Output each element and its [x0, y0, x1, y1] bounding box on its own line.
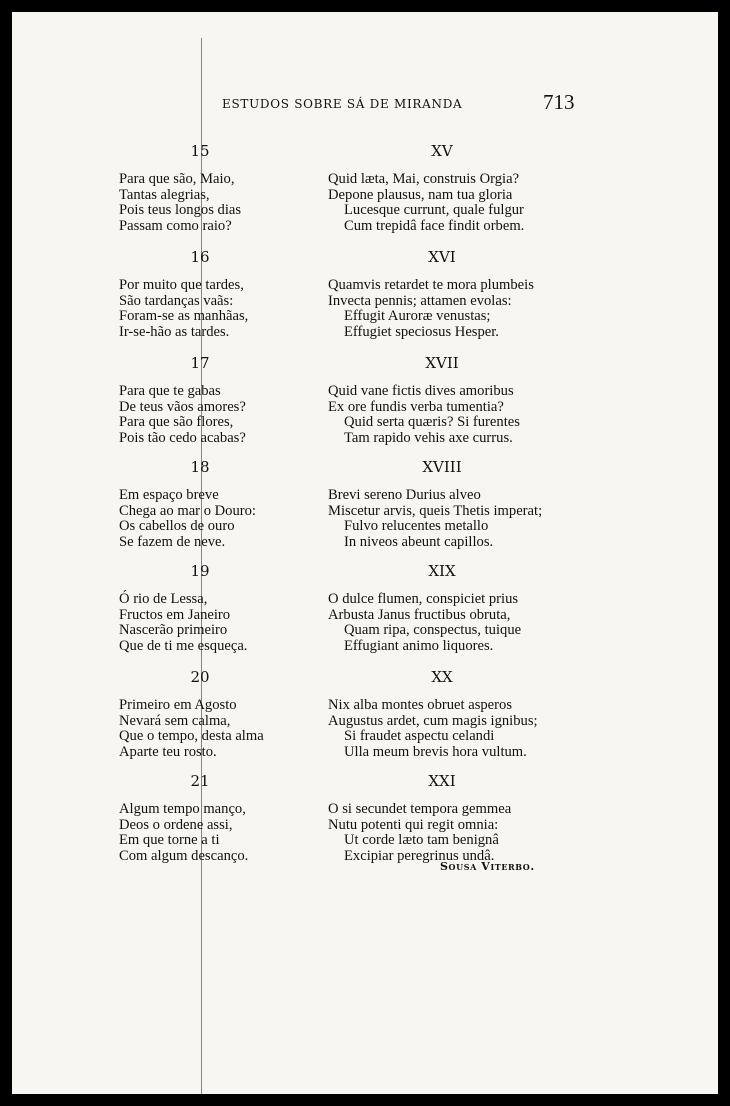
- verse-line: Foram-se as manhãas,: [119, 308, 249, 324]
- latin-stanza-number: XIX: [428, 562, 456, 580]
- verse-line: Pois teus longos dias: [119, 202, 242, 218]
- verse-line: Cum trepidâ face findit orbem.: [344, 217, 525, 234]
- verse-line: Tam rapido vehis axe currus.: [344, 429, 513, 446]
- verse-line: Os cabellos de ouro: [119, 518, 235, 534]
- verse-line: Augustus ardet, cum magis ignibus;: [328, 712, 538, 729]
- portuguese-stanza: [119, 488, 256, 550]
- verse-line: Fructos em Janeiro: [119, 606, 231, 623]
- portuguese-stanza: [119, 592, 247, 654]
- verse-line: Ut corde læto tam benignâ: [344, 832, 499, 848]
- portuguese-stanza-number: 20: [190, 668, 210, 686]
- verse-line: Pois tão cedo acabas?: [119, 429, 246, 446]
- verse-line: De teus vãos amores?: [119, 398, 246, 415]
- portuguese-stanza-number: 21: [190, 772, 210, 790]
- verse-line: Em espaço breve: [119, 487, 219, 503]
- verse-line: Nascerão primeiro: [119, 622, 228, 638]
- latin-stanza: [328, 384, 520, 446]
- portuguese-stanza: [119, 278, 248, 340]
- latin-stanza-number: XV: [431, 142, 453, 160]
- verse-line: Aparte teu rosto.: [119, 743, 217, 760]
- portuguese-stanza-number: 19: [190, 562, 210, 580]
- portuguese-stanza-number: 16: [190, 248, 210, 266]
- latin-stanza: [328, 802, 511, 864]
- verse-line: Ir-se-hão as tardes.: [119, 323, 230, 340]
- verse-line: Nevará sem calma,: [119, 712, 231, 729]
- verse-line: Para que são flores,: [119, 414, 234, 430]
- latin-stanza: [328, 488, 542, 550]
- latin-stanza-number: XXI: [428, 772, 456, 790]
- verse-line: Miscetur arvis, queis Thetis imperat;: [328, 502, 543, 519]
- verse-line: Invecta pennis; attamen evolas:: [328, 292, 512, 309]
- verse-line: Quam ripa, conspectus, tuique: [344, 622, 522, 638]
- verse-line: Tantas alegrias,: [119, 186, 210, 203]
- verse-line: Com algum descanço.: [119, 847, 249, 864]
- verse-line: Nix alba montes obruet asperos: [328, 697, 512, 713]
- verse-line: Excipiar peregrinus undâ.: [344, 847, 495, 864]
- verse-line: Ex ore fundis verba tumentia?: [328, 398, 504, 415]
- latin-stanza: [328, 592, 521, 654]
- running-title: ESTUDOS SOBRE SÁ DE MIRANDA: [222, 97, 463, 111]
- verse-line: Por muito que tardes,: [119, 277, 244, 293]
- verse-line: Ulla meum brevis hora vultum.: [344, 743, 527, 760]
- book-page: [12, 12, 718, 1094]
- verse-line: Que o tempo, desta alma: [119, 728, 264, 744]
- verse-line: Depone plausus, nam tua gloria: [328, 186, 513, 203]
- verse-line: Effugiet speciosus Hesper.: [344, 323, 499, 340]
- verse-line: Deos o ordene assi,: [119, 816, 233, 833]
- latin-stanza-number: XVI: [428, 248, 456, 266]
- verse-line: Brevi sereno Durius alveo: [328, 487, 481, 503]
- verse-line: In niveos abeunt capillos.: [344, 533, 494, 550]
- verse-line: O dulce flumen, conspiciet prius: [328, 591, 519, 607]
- verse-line: Quid serta quæris? Si furentes: [344, 414, 520, 430]
- latin-stanza: [328, 698, 538, 760]
- verse-line: Effugit Auroræ venustas;: [344, 308, 491, 324]
- author-signature: Sousa Viterbo.: [440, 860, 535, 873]
- verse-line: Effugiant animo liquores.: [344, 637, 494, 654]
- latin-stanza: [328, 172, 524, 234]
- verse-line: Se fazem de neve.: [119, 533, 226, 550]
- verse-line: Si fraudet aspectu celandi: [344, 728, 495, 744]
- verse-line: Quid læta, Mai, construis Orgia?: [328, 171, 520, 187]
- portuguese-stanza: [119, 698, 264, 760]
- portuguese-stanza: [119, 172, 241, 234]
- verse-line: Quid vane fictis dives amoribus: [328, 383, 514, 399]
- verse-line: Em que torne a ti: [119, 832, 220, 848]
- verse-line: Nutu potenti qui regit omnia:: [328, 816, 499, 833]
- verse-line: São tardanças vaãs:: [119, 292, 234, 309]
- verse-line: Quamvis retardet te mora plumbeis: [328, 277, 534, 293]
- verse-line: Passam como raio?: [119, 217, 232, 234]
- verse-line: Chega ao mar o Douro:: [119, 502, 256, 519]
- verse-line: Fulvo relucentes metallo: [344, 518, 489, 534]
- latin-stanza-number: XVIII: [422, 458, 462, 476]
- verse-line: Algum tempo manço,: [119, 801, 246, 817]
- latin-stanza-number: XVII: [425, 354, 459, 372]
- portuguese-stanza: [119, 802, 248, 864]
- latin-stanza: [328, 278, 534, 340]
- page-number: 713: [543, 90, 575, 114]
- verse-line: Primeiro em Agosto: [119, 697, 237, 713]
- verse-line: Para que são, Maio,: [119, 171, 235, 187]
- verse-line: Arbusta Janus fructibus obruta,: [328, 606, 511, 623]
- portuguese-stanza: [119, 384, 246, 446]
- verse-line: Ó rio de Lessa,: [119, 591, 208, 607]
- portuguese-stanza-number: 17: [190, 354, 210, 372]
- portuguese-stanza-number: 15: [190, 142, 210, 160]
- portuguese-stanza-number: 18: [190, 458, 210, 476]
- latin-stanza-number: XX: [431, 668, 453, 686]
- verse-line: Que de ti me esqueça.: [119, 637, 248, 654]
- verse-line: Lucesque currunt, quale fulgur: [344, 202, 524, 218]
- verse-line: O si secundet tempora gemmea: [328, 801, 512, 817]
- verse-line: Para que te gabas: [119, 383, 221, 399]
